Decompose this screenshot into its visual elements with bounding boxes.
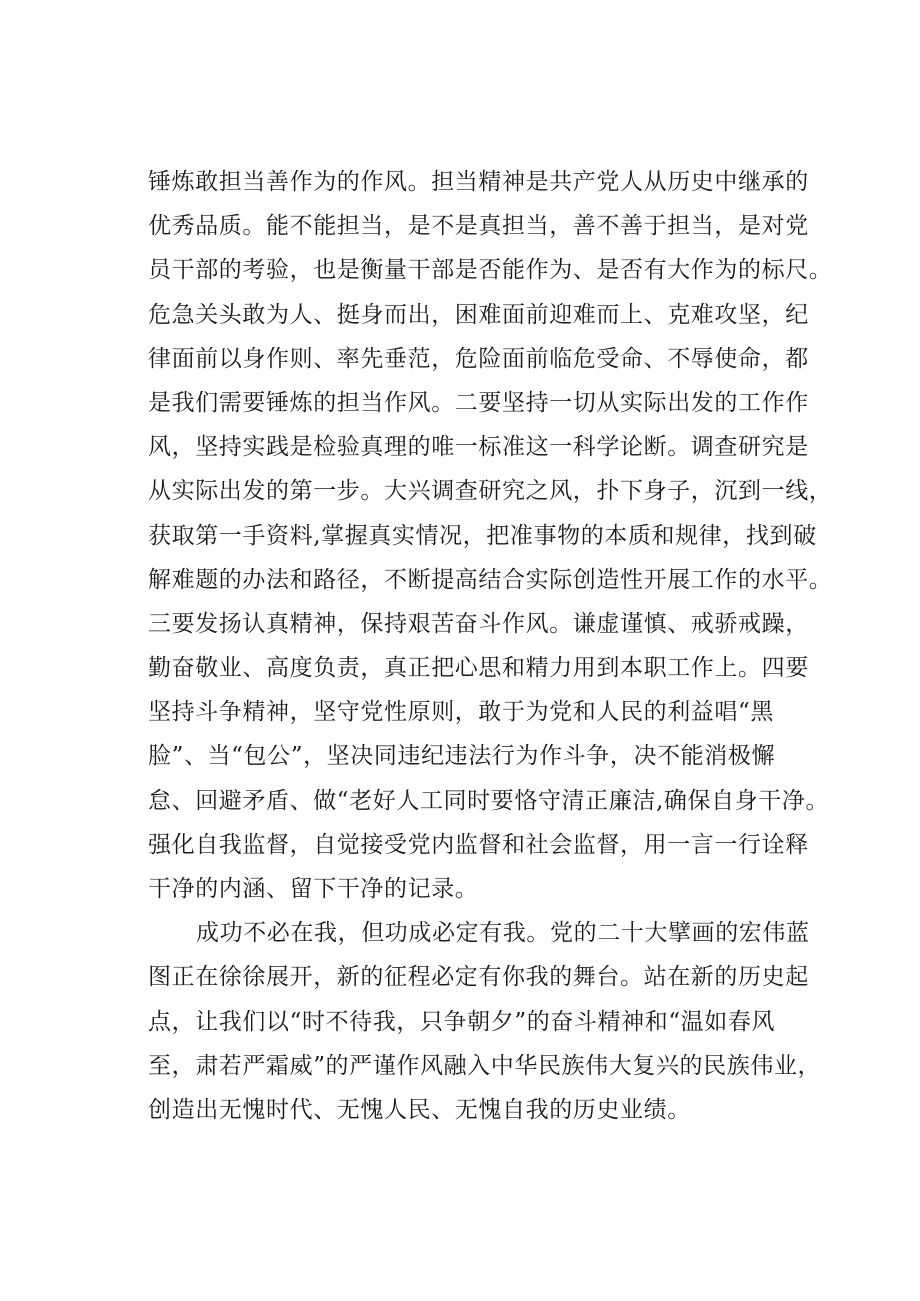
text-line: 创造出无愧时代、无愧人民、无愧自我的历史业绩。 (148, 1096, 691, 1123)
text-line: 干净的内涵、留下干净的记录。 (148, 876, 479, 902)
text-line: 脸”、当“包公”，坚决同违纪违法行为作斗争，决不能消极懈 (148, 743, 776, 770)
text-line: 坚持斗争精神，坚守党性原则，敢于为党和人民的利益唱“黑 (148, 699, 774, 726)
text-line: 强化自我监督，自觉接受党内监督和社会监督，用一言一行诠释 (148, 831, 809, 858)
text-line: 锤炼敢担当善作为的作风。担当精神是共产党人从历史中继承的 (148, 169, 809, 195)
text-line: 员干部的考验，也是衡量干部是否能作为、是否有大作为的标尺。 (148, 257, 833, 284)
text-line: 获取第一手资料,掌握真实情况，把准事物的本质和规律，找到破 (148, 522, 817, 549)
text-line: 律面前以身作则、率先垂范，危险面前临危受命、不辱使命，都 (148, 345, 809, 372)
text-line: 从实际出发的第一步。大兴调查研究之风，扑下身子，沉到一线， (148, 478, 833, 505)
document-body (148, 160, 833, 1132)
text-line: 怠、回避矛盾、做“老好人工同时要恪守清正廉洁,确保自身干净。 (148, 787, 830, 814)
text-line: 勤奋敬业、高度负责，真正把心思和精力用到本职工作上。四要 (148, 655, 809, 682)
paragraph-1 (148, 160, 833, 911)
text-line: 图正在徐徐展开，新的征程必定有你我的舞台。站在新的历史起 (148, 964, 809, 991)
paragraph-2 (148, 911, 822, 1132)
text-line: 风，坚持实践是检验真理的唯一标准这一科学论断。调查研究是 (148, 434, 809, 461)
text-line: 危急关头敢为人、挺身而出，困难面前迎难而上、克难攻坚，纪 (148, 301, 809, 328)
text-line: 点，让我们以“时不待我，只争朝夕”的奋斗精神和“温如春风 (148, 1008, 776, 1035)
text-line: 三要发扬认真精神，保持艰苦奋斗作风。谦虚谨慎、戒骄戒躁， (148, 610, 809, 637)
text-line: 是我们需要锤炼的担当作风。二要坚持一切从实际出发的工作作 (148, 389, 809, 416)
text-line: 解难题的办法和路径，不断提高结合实际创造性开展工作的水平。 (148, 566, 833, 593)
text-line: 优秀品质。能不能担当，是不是真担当，善不善于担当，是对党 (148, 213, 809, 240)
text-line: 成功不必在我，但功成必定有我。党的二十大擘画的宏伟蓝 (196, 920, 810, 947)
text-line: 至，肃若严霜威”的严谨作风融入中华民族伟大复兴的民族伟业， (148, 1052, 822, 1079)
